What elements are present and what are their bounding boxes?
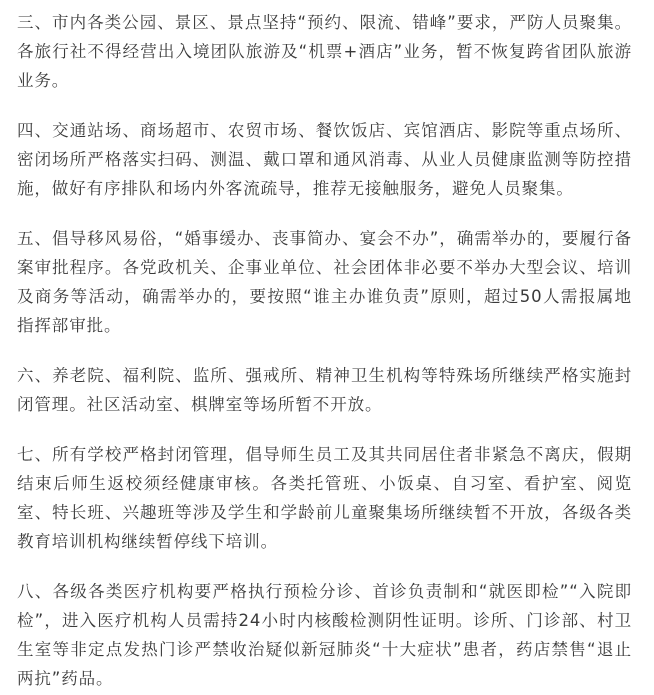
paragraph-item-7: 七、所有学校严格封闭管理，倡导师生员工及其共同居住者非紧急不离庆，假期结束后师生返校须经健康审核。各类托管班、小饭桌、自习室、看护室、阅览室、特长班、兴趣班等涉及学生和学龄前儿童聚集场所继续暂不开放，各级各类教育培训机构继续暂停线下培训。 [17, 445, 632, 551]
paragraph-item-8: 八、各级各类医疗机构要严格执行预检分诊、首诊负责制和“就医即检”“入院即检”，进入医疗机构人员需持24小时内核酸检测阴性证明。诊所、门诊部、村卫生室等非定点发热门诊严禁收治疑似新冠肺炎“十大症状”患者，药店禁售“退止两抗”药品。 [17, 582, 632, 688]
paragraph-item-3: 三、市内各类公园、景区、景点坚持“预约、限流、错峰”要求，严防人员聚集。各旅行社不得经营出入境团队旅游及“机票+酒店”业务，暂不恢复跨省团队旅游业务。 [17, 13, 632, 90]
paragraph-item-6: 六、养老院、福利院、监所、强戒所、精神卫生机构等特殊场所继续严格实施封闭管理。社区活动室、棋牌室等场所暂不开放。 [17, 366, 632, 414]
paragraph-item-5: 五、倡导移风易俗，“婚事缓办、丧事简办、宴会不办”，确需举办的，要履行备案审批程序。各党政机关、企事业单位、社会团体非必要不举办大型会议、培训及商务等活动，确需举办的，要按照“谁主办谁负责”原则，超过50人需报属地指挥部审批。 [17, 229, 632, 335]
paragraph-item-4: 四、交通站场、商场超市、农贸市场、餐饮饭店、宾馆酒店、影院等重点场所、密闭场所严格落实扫码、测温、戴口罩和通风消毒、从业人员健康监测等防控措施，做好有序排队和场内外客流疏导，推荐无接触服务，避免人员聚集。 [17, 121, 632, 198]
